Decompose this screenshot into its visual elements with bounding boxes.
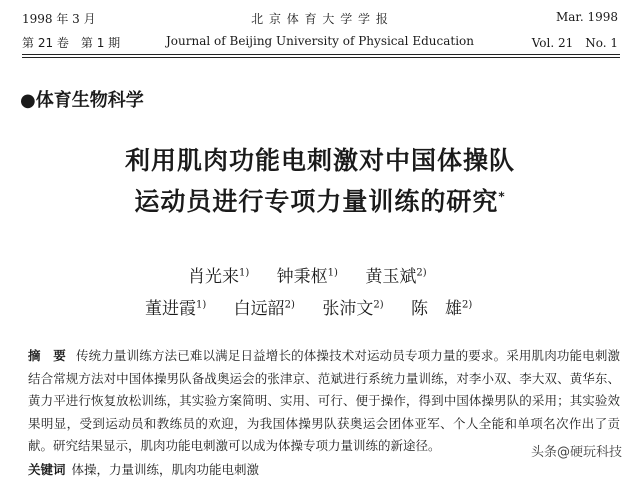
header-date-en: Mar. 1998: [555, 10, 618, 24]
author-name: 张沛文: [322, 299, 374, 319]
authors-row1: [188, 262, 449, 287]
author-affiliation: 1): [196, 299, 207, 311]
author: [234, 294, 295, 319]
paper-title-line1: 利用肌肉功能电刺激对中国体操队: [124, 146, 515, 175]
header-journal-cn: 北 京 体 育 大 学 学 报: [251, 12, 389, 26]
author-name: 黄玉斌: [365, 267, 417, 287]
author: [322, 294, 383, 319]
abstract-label: 摘 要: [28, 348, 66, 363]
watermark: 头条@硬玩科技: [527, 439, 626, 462]
author-affiliation: 2): [284, 299, 295, 311]
author-affiliation: 2): [373, 299, 384, 311]
author-name: 钟秉枢: [276, 267, 328, 287]
author: [145, 294, 206, 319]
header-volume-en: Vol. 21 No. 1: [531, 36, 618, 50]
author: [411, 294, 472, 319]
header-rule-thin: [22, 57, 620, 58]
paper-title-line2: [0, 182, 640, 218]
author-name: 肖光来: [188, 267, 239, 287]
keywords: [28, 460, 259, 478]
author: [277, 262, 338, 287]
author-affiliation: 2): [462, 299, 473, 311]
title-footnote-mark: *: [498, 189, 506, 204]
author-name: 白远韶: [233, 299, 285, 319]
author: [188, 262, 249, 287]
author-name: 董进霞: [145, 299, 196, 319]
authors-row2: [145, 294, 494, 319]
author-affiliation: 2): [416, 267, 427, 279]
section-heading: ●体育生物科学: [20, 90, 144, 111]
header-date-cn: 1998 年 3 月: [22, 12, 96, 26]
keywords-label: 关键词: [28, 462, 66, 477]
header-rule: [22, 54, 620, 55]
keywords-text: 体操，力量训练，肌肉功能电刺激: [71, 462, 260, 477]
author: [365, 262, 426, 287]
header-journal-en: Journal of Beijing University of Physical Education: [165, 34, 474, 48]
author-affiliation: 1): [239, 267, 250, 279]
author-affiliation: 1): [327, 267, 338, 279]
paper-title-line2-text: 运动员进行专项力量训练的研究: [134, 187, 499, 216]
abstract-text: 传统力量训练方法已难以满足日益增长的体操技术对运动员专项力量的要求。采用肌肉功能电刺激结合常规方法对中国体操男队备战奥运会的张津京、范斌进行系统力量训练，对李小双、李大双、黄华东、黄力平进行恢复放松训练，其实验方案简明、实用、可行、便于操作，得到中国体操男队的采用；其实验效果明显，受到运动员和教练员的欢迎，为我国体操男队获奥运会团体亚军、个人全能和单项名次作出了贡献。研究结果显示，肌肉功能电刺激可以成为体操专项力量训练的新途径。: [28, 348, 620, 453]
header-volume-cn: 第 21 卷 第 1 期: [22, 36, 121, 50]
author-name: 陈 雄: [411, 299, 463, 319]
